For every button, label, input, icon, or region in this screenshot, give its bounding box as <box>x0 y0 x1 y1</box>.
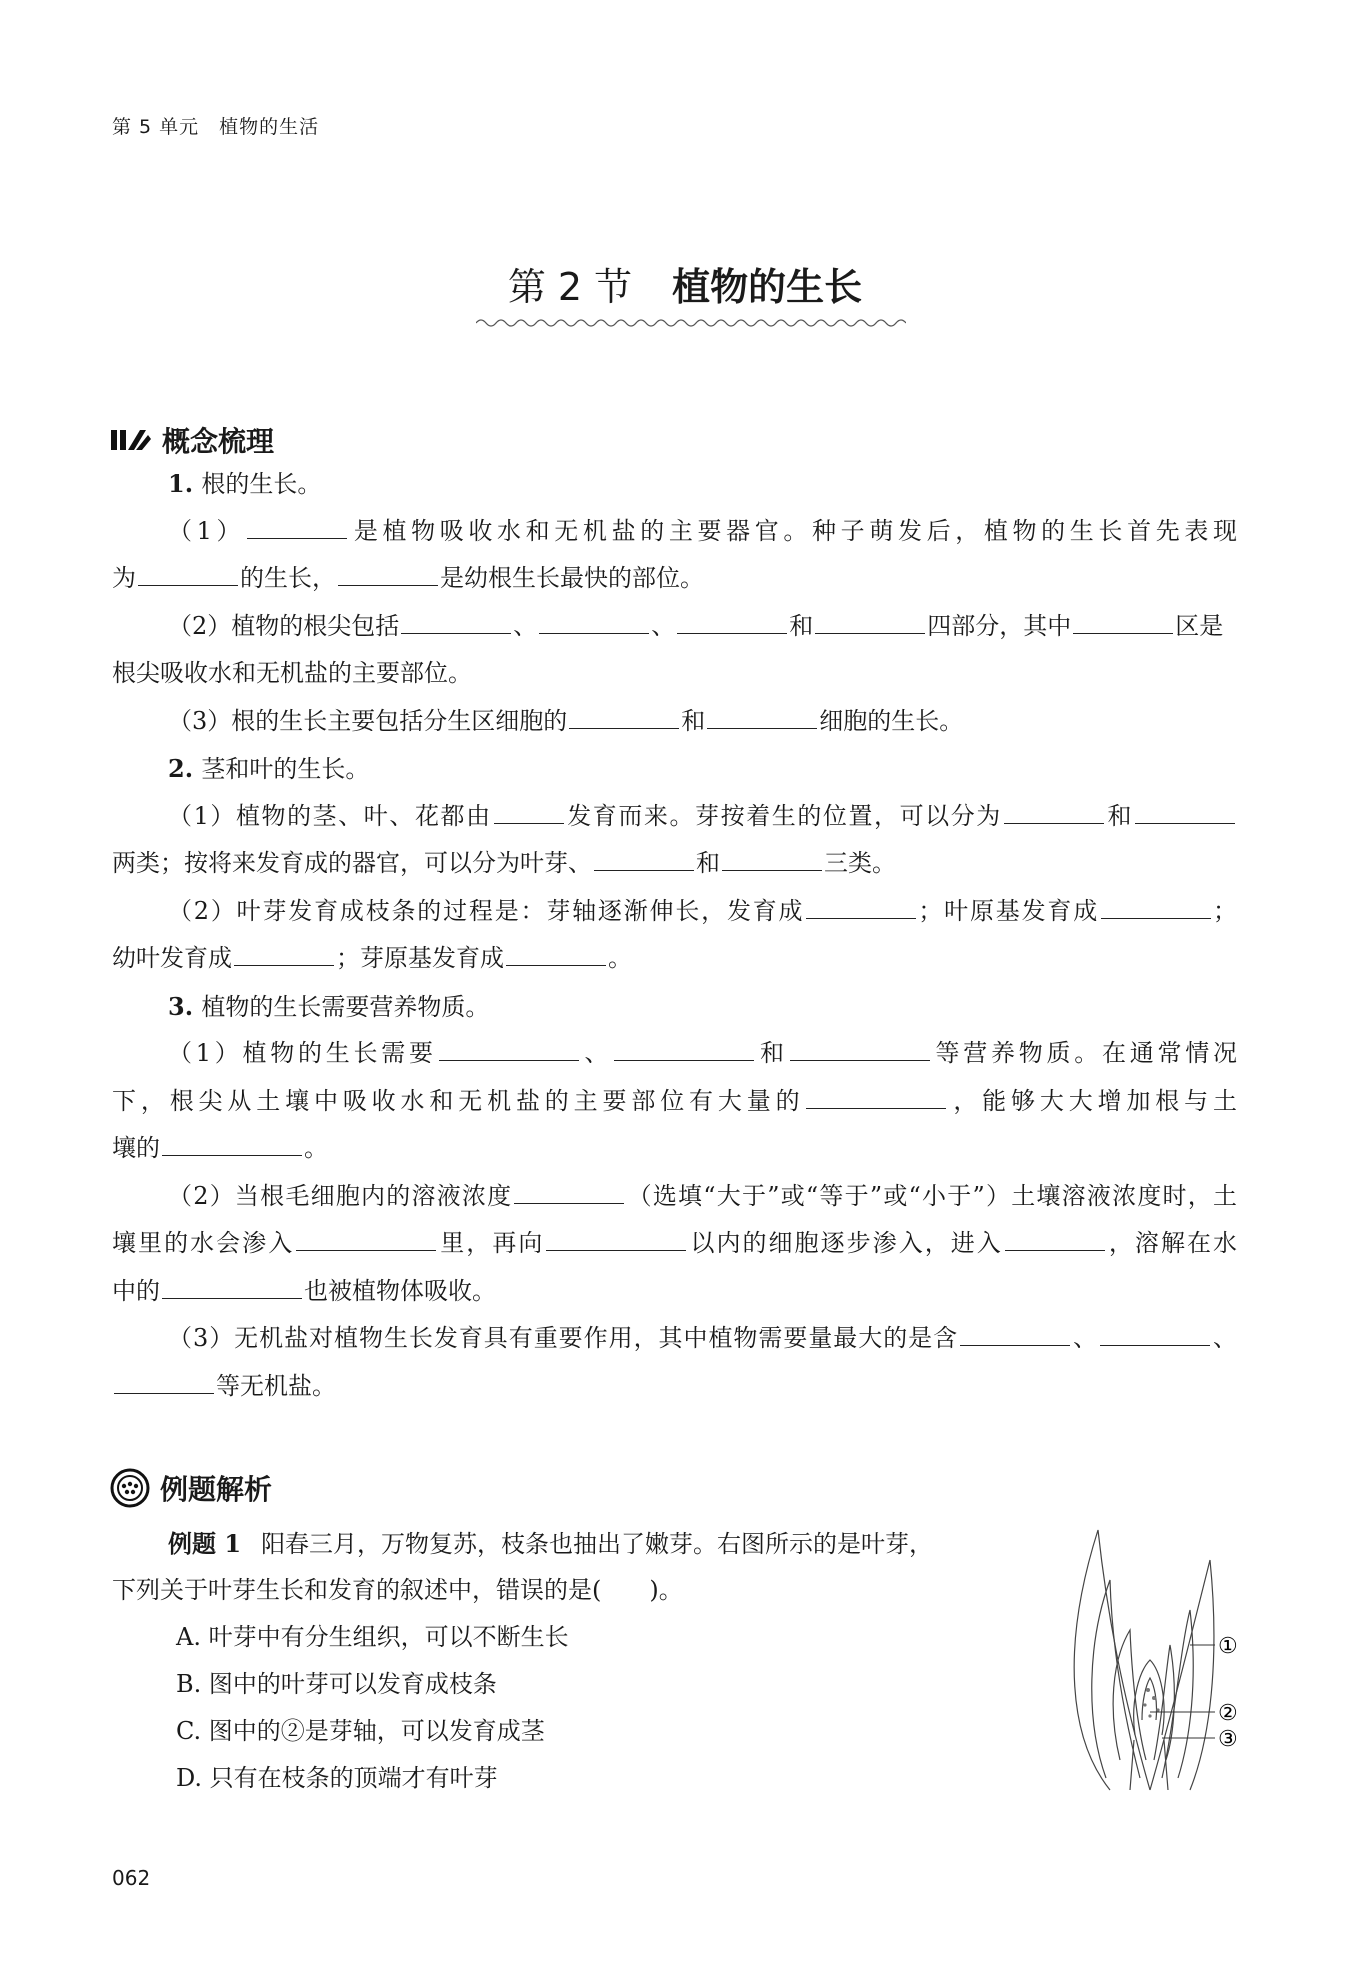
line-text: 根的生长。 <box>201 470 322 498</box>
line-text: （1）植物的茎、叶、花都由 <box>168 801 492 830</box>
line-text: 两类；按将来发育成的器官，可以分为叶芽、 <box>112 849 592 877</box>
concept-line <box>112 983 1237 1031</box>
example-stem-text: 阳春三月，万物复苏，枝条也抽出了嫩芽。右图所示的是叶芽， <box>261 1530 934 1558</box>
option-a[interactable]: A. 叶芽中有分生组织，可以不断生长 <box>176 1623 569 1651</box>
answer-blank[interactable] <box>494 797 564 823</box>
concept-line <box>112 555 1237 603</box>
concept-line <box>112 1030 1237 1078</box>
line-text: （3）无机盐对植物生长发育具有重要作用，其中植物需要量最大的是含 <box>168 1324 959 1352</box>
line-text: 发育而来。芽按着生的位置，可以分为 <box>565 801 1002 830</box>
concept-line <box>112 460 1237 508</box>
concept-line <box>112 1078 1237 1126</box>
answer-blank[interactable] <box>806 1082 946 1108</box>
title-wave-divider <box>476 316 906 330</box>
line-text: 和 <box>1105 801 1134 830</box>
answer-blank[interactable] <box>514 1177 624 1203</box>
concept-line <box>112 1315 1237 1363</box>
line-text: 。 <box>304 1134 328 1162</box>
answer-blank[interactable] <box>707 702 817 728</box>
line-text: 的生长， <box>240 564 336 592</box>
line-text: 茎和叶的生长。 <box>201 755 370 783</box>
concept-line <box>112 1220 1237 1268</box>
concept-heading-text: 概念梳理 <box>162 425 275 458</box>
answer-blank[interactable] <box>815 607 925 633</box>
line-text: 是植物吸收水和无机盐的主要器官。种子萌发后，植物的生长首先表现 <box>349 516 1237 545</box>
answer-blank[interactable] <box>138 560 238 586</box>
item-number: 1. <box>168 469 202 498</box>
concept-heading <box>110 420 274 460</box>
answer-blank[interactable] <box>594 845 694 871</box>
answer-blank[interactable] <box>677 607 787 633</box>
concept-line <box>112 1363 1237 1411</box>
line-text: 和 <box>681 706 706 735</box>
answer-blank[interactable] <box>539 607 649 633</box>
concept-line <box>112 840 1237 888</box>
answer-blank[interactable] <box>114 1367 214 1393</box>
example-label: 例题 1 <box>168 1529 242 1558</box>
example-stem-text: 下列关于叶芽生长和发育的叙述中，错误的是( )。 <box>112 1576 683 1604</box>
line-text: ，能够大大增加根与土 <box>948 1086 1237 1115</box>
answer-blank[interactable] <box>401 607 511 633</box>
answer-blank[interactable] <box>960 1320 1070 1346</box>
line-text: （2）叶芽发育成枝条的过程是：芽轴逐渐伸长，发育成 <box>168 896 805 925</box>
leaf-bud-diagram <box>1050 1520 1250 1795</box>
figure-label-3: ③ <box>1218 1727 1238 1752</box>
section-title <box>0 256 1350 311</box>
concept-line <box>112 935 1237 983</box>
line-text: （选填“大于”或“等于”或“小于”）土壤溶液浓度时，土 <box>626 1181 1237 1210</box>
line-text: 以内的细胞逐步渗入，进入 <box>688 1229 1003 1257</box>
concept-line <box>112 888 1237 936</box>
line-text: 幼叶发育成 <box>112 944 232 972</box>
concept-section-icon <box>110 427 152 453</box>
answer-blank[interactable] <box>1101 892 1211 918</box>
item-number: 3. <box>168 991 202 1021</box>
line-text: 、 <box>651 611 676 640</box>
line-text: 、 <box>513 611 538 640</box>
section-number: 第 2 节 <box>507 265 633 309</box>
concept-line <box>112 1268 1237 1316</box>
answer-blank[interactable] <box>1073 607 1173 633</box>
line-text: （2）当根毛细胞内的溶液浓度 <box>168 1181 513 1210</box>
line-text: 区是 <box>1175 611 1224 640</box>
answer-blank[interactable] <box>162 1272 302 1298</box>
line-text: ； <box>1213 896 1237 925</box>
line-text: 为 <box>112 564 136 592</box>
line-text: 细胞的生长。 <box>819 706 964 735</box>
answer-blank[interactable] <box>1100 1320 1210 1346</box>
concept-line <box>112 698 1237 746</box>
answer-blank[interactable] <box>338 560 438 586</box>
concept-line <box>112 508 1237 556</box>
example-heading <box>110 1468 272 1508</box>
concept-line <box>112 650 1237 698</box>
concept-line <box>112 1173 1237 1221</box>
answer-blank[interactable] <box>614 1035 754 1061</box>
answer-blank[interactable] <box>247 512 347 538</box>
line-text: 也被植物体吸收。 <box>304 1276 496 1305</box>
line-text: （2）植物的根尖包括 <box>168 611 400 640</box>
example-heading-text: 例题解析 <box>160 1473 273 1506</box>
page-number: 062 <box>112 1866 151 1890</box>
line-text: 、 <box>1072 1324 1099 1352</box>
line-text: 壤里的水会渗入 <box>112 1229 295 1257</box>
answer-blank[interactable] <box>790 1035 930 1061</box>
line-text: （1） <box>168 516 246 545</box>
item-number: 2. <box>168 754 202 783</box>
line-text: 、 <box>1212 1324 1237 1352</box>
line-text: 、 <box>580 1039 613 1067</box>
concept-line <box>112 1125 1237 1173</box>
answer-blank[interactable] <box>234 940 334 966</box>
example-section-icon <box>110 1468 150 1508</box>
answer-blank[interactable] <box>722 845 822 871</box>
answer-blank[interactable] <box>546 1225 686 1251</box>
concept-line <box>112 603 1237 651</box>
answer-blank[interactable] <box>296 1225 436 1251</box>
line-text: 和 <box>789 611 814 640</box>
line-text: 是幼根生长最快的部位。 <box>440 564 704 592</box>
option-d[interactable]: D. 只有在枝条的顶端才有叶芽 <box>176 1764 498 1792</box>
answer-blank[interactable] <box>439 1035 579 1061</box>
answer-blank[interactable] <box>569 702 679 728</box>
line-text: （1）植物的生长需要 <box>168 1039 437 1067</box>
example-block <box>112 1520 1032 1802</box>
example-stem <box>112 1567 1032 1614</box>
section-name: 植物的生长 <box>672 265 863 309</box>
line-text: 。 <box>608 944 632 972</box>
line-text: 等营养物质。在通常情况 <box>931 1039 1237 1067</box>
answer-blank[interactable] <box>806 892 916 918</box>
concept-body <box>112 460 1237 1410</box>
line-text: ；芽原基发育成 <box>336 944 504 972</box>
example-stem <box>112 1520 1032 1567</box>
line-text: 植物的生长需要营养物质。 <box>201 992 490 1021</box>
line-text: 和 <box>696 849 720 877</box>
unit-header: 第 5 单元 植物的生活 <box>112 116 320 138</box>
line-text: 壤的 <box>112 1134 160 1162</box>
concept-line <box>112 745 1237 793</box>
answer-blank[interactable] <box>506 940 606 966</box>
line-text: （3）根的生长主要包括分生区细胞的 <box>168 706 568 735</box>
line-text: 等无机盐。 <box>216 1371 336 1400</box>
answer-blank[interactable] <box>1135 797 1235 823</box>
line-text: 三类。 <box>824 849 896 877</box>
figure-label-2: ② <box>1218 1701 1238 1726</box>
line-text: ，溶解在水 <box>1106 1229 1237 1257</box>
line-text: 和 <box>756 1039 788 1067</box>
line-text: 四部分，其中 <box>927 611 1072 640</box>
line-text: ；叶原基发育成 <box>918 896 1100 925</box>
line-text: 中的 <box>112 1276 160 1305</box>
answer-blank[interactable] <box>162 1130 302 1156</box>
line-text: 根尖吸收水和无机盐的主要部位。 <box>112 659 472 687</box>
line-text: 下，根尖从土壤中吸收水和无机盐的主要部位有大量的 <box>112 1086 805 1115</box>
option-b[interactable]: B. 图中的叶芽可以发育成枝条 <box>176 1670 497 1698</box>
option-c[interactable]: C. 图中的②是芽轴，可以发育成茎 <box>176 1717 545 1745</box>
figure-label-1: ① <box>1218 1634 1238 1659</box>
answer-blank[interactable] <box>1004 797 1104 823</box>
line-text: 里，再向 <box>438 1229 545 1257</box>
answer-blank[interactable] <box>1005 1225 1105 1251</box>
concept-line <box>112 793 1237 841</box>
